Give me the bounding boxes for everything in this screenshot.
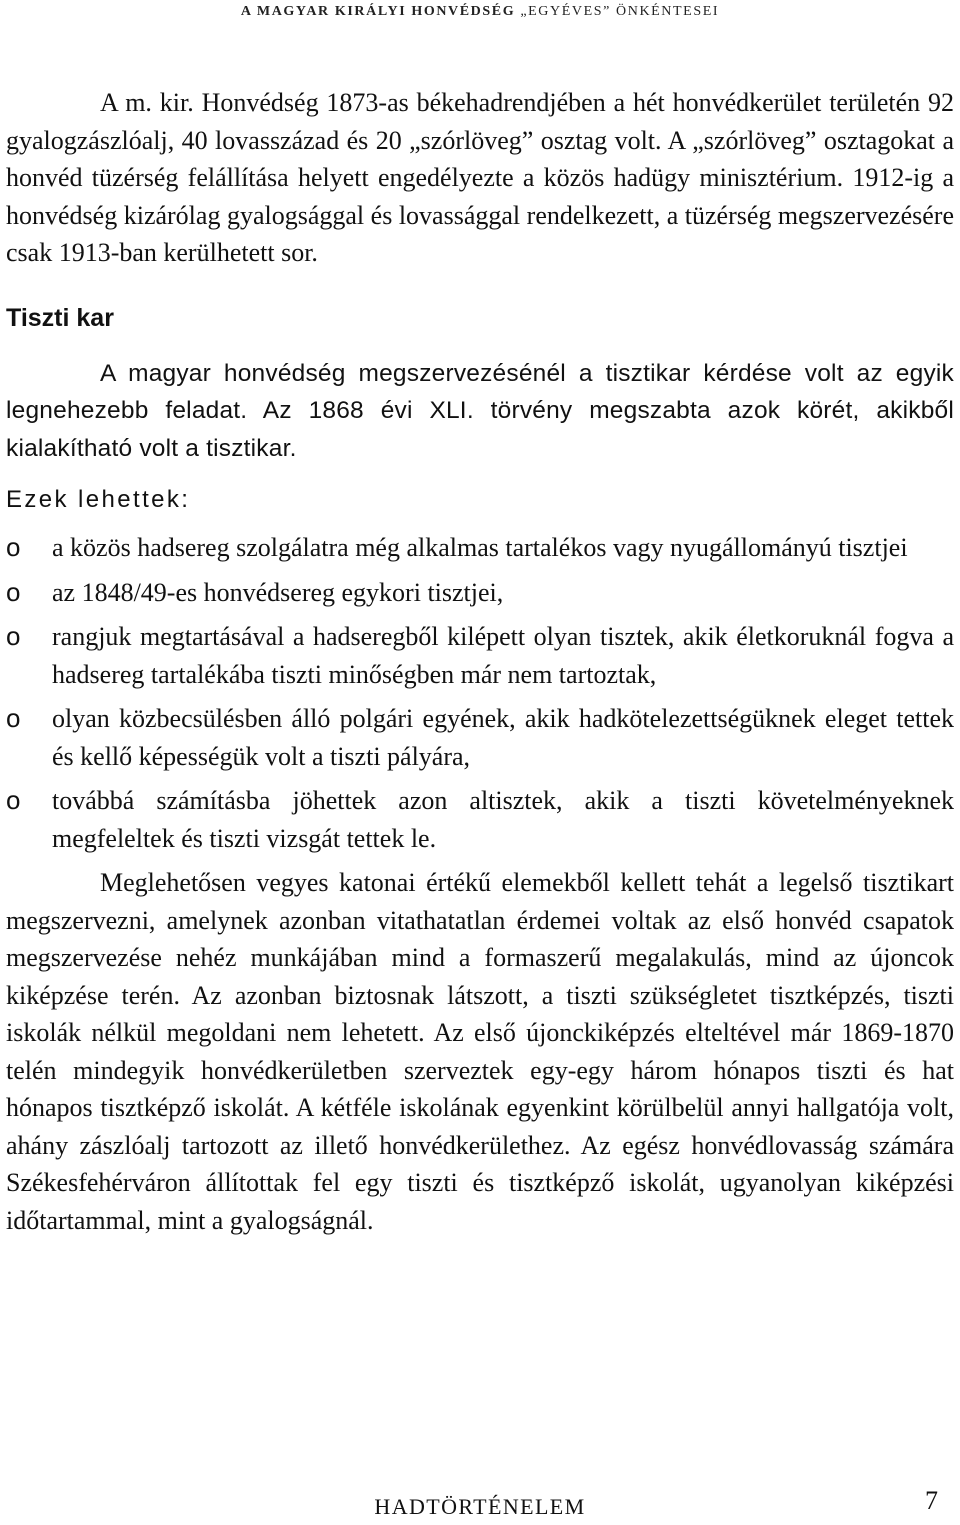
officer-source-list [6, 529, 954, 857]
bullet-marker: o [6, 703, 21, 733]
list-item [6, 782, 954, 857]
list-item [6, 618, 954, 693]
page-body [6, 84, 954, 1239]
intro-paragraph: A m. kir. Honvédség 1873-as békehadrendjében a hét honvédkerület területén 92 gyalogzászlóalj, 40 lovasszázad és 20 „szórlöveg” osztag volt. A „szórlöveg” osztagokat a honvéd tüzérség felállítása helyett engedélyezte a közös hadügy minisztérium. 1912-ig a honvédség kizárólag gyalogsággal és lovassággal rendelkezett, a tüzérség megszervezésére csak 1913-ban kerülhetett sor. [6, 88, 954, 267]
closing-paragraph: Meglehetősen vegyes katonai értékű elemekből kellett tehát a legelső tisztikart megszervezni, amelynek azonban vitathatatlan érdemei voltak az első honvéd csapatok megszervezése nehéz munkájában mind a formaszerű megalakulás, mind az újoncok kiképzése terén. Az azonban biztosnak látszott, a tiszti szükségletet tisztképzés, tiszti iskolák nélkül megoldani nem lehetett. Az első újonckiképzés elteltével már 1869-1870 telén mindegyik honvédkerületben szerveztek egy-egy három hónapos tiszti és hat hónapos tisztképző iskolát. A kétféle iskolának egyenkint körülbelül annyi hallgatója volt, ahány zászlóalj tartozott az illető honvédkerülethez. Az egész honvédlovasság számára Székesfehérváron állítottak fel egy tiszti és tisztképző iskolát, ugyanolyan kiképzési időtartammal, mint a gyalogságnál. [6, 868, 954, 1235]
bullet-marker: o [6, 532, 21, 562]
bullet-marker: o [6, 621, 21, 651]
list-item-text: a közös hadsereg szolgálatra még alkalmas tartalékos vagy nyugállományú tisztjei [52, 533, 908, 562]
section-paragraph: A magyar honvédség megszervezésénél a tisztikar kérdése volt az egyik legnehezebb feladat. Az 1868 évi XLI. törvény megszabta azok körét, akikből kialakítható volt a tisztikar. [6, 359, 954, 462]
list-item-text: az 1848/49-es honvédsereg egykori tisztjei, [52, 577, 504, 607]
bullet-marker: o [6, 785, 21, 815]
journal-title: HADTÖRTÉNELEM [374, 1494, 586, 1519]
running-header-bold: A MAGYAR KIRÁLYI HONVÉDSÉG [240, 4, 516, 19]
list-item [6, 529, 954, 567]
list-item [6, 574, 954, 612]
list-item-text: olyan közbecsülésben álló polgári egyének, akik hadkötelezettségüknek eleget tettek és kellő képességük volt a tiszti pályára, [52, 704, 954, 771]
bullet-marker: o [6, 576, 21, 607]
list-item-text: rangjuk megtartásával a hadseregből kilépett olyan tisztek, akik életkoruknál fogva a hadsereg tartalékába tiszti minőségben már nem tartoztak, [52, 622, 954, 689]
list-item [6, 700, 954, 775]
section-title: Tiszti kar [6, 303, 114, 332]
list-intro: Ezek lehettek: [6, 486, 191, 513]
list-item-text: továbbá számításba jöhettek azon altisztek, akik a tiszti követelményeknek megfeleltek és tiszti vizsgát tettek le. [52, 786, 954, 853]
running-header [0, 4, 960, 20]
page-number: 7 [925, 1486, 938, 1515]
running-header-rest: „EGYÉVES” ÖNKÉNTESEI [515, 4, 720, 19]
page-footer [0, 1486, 960, 1524]
